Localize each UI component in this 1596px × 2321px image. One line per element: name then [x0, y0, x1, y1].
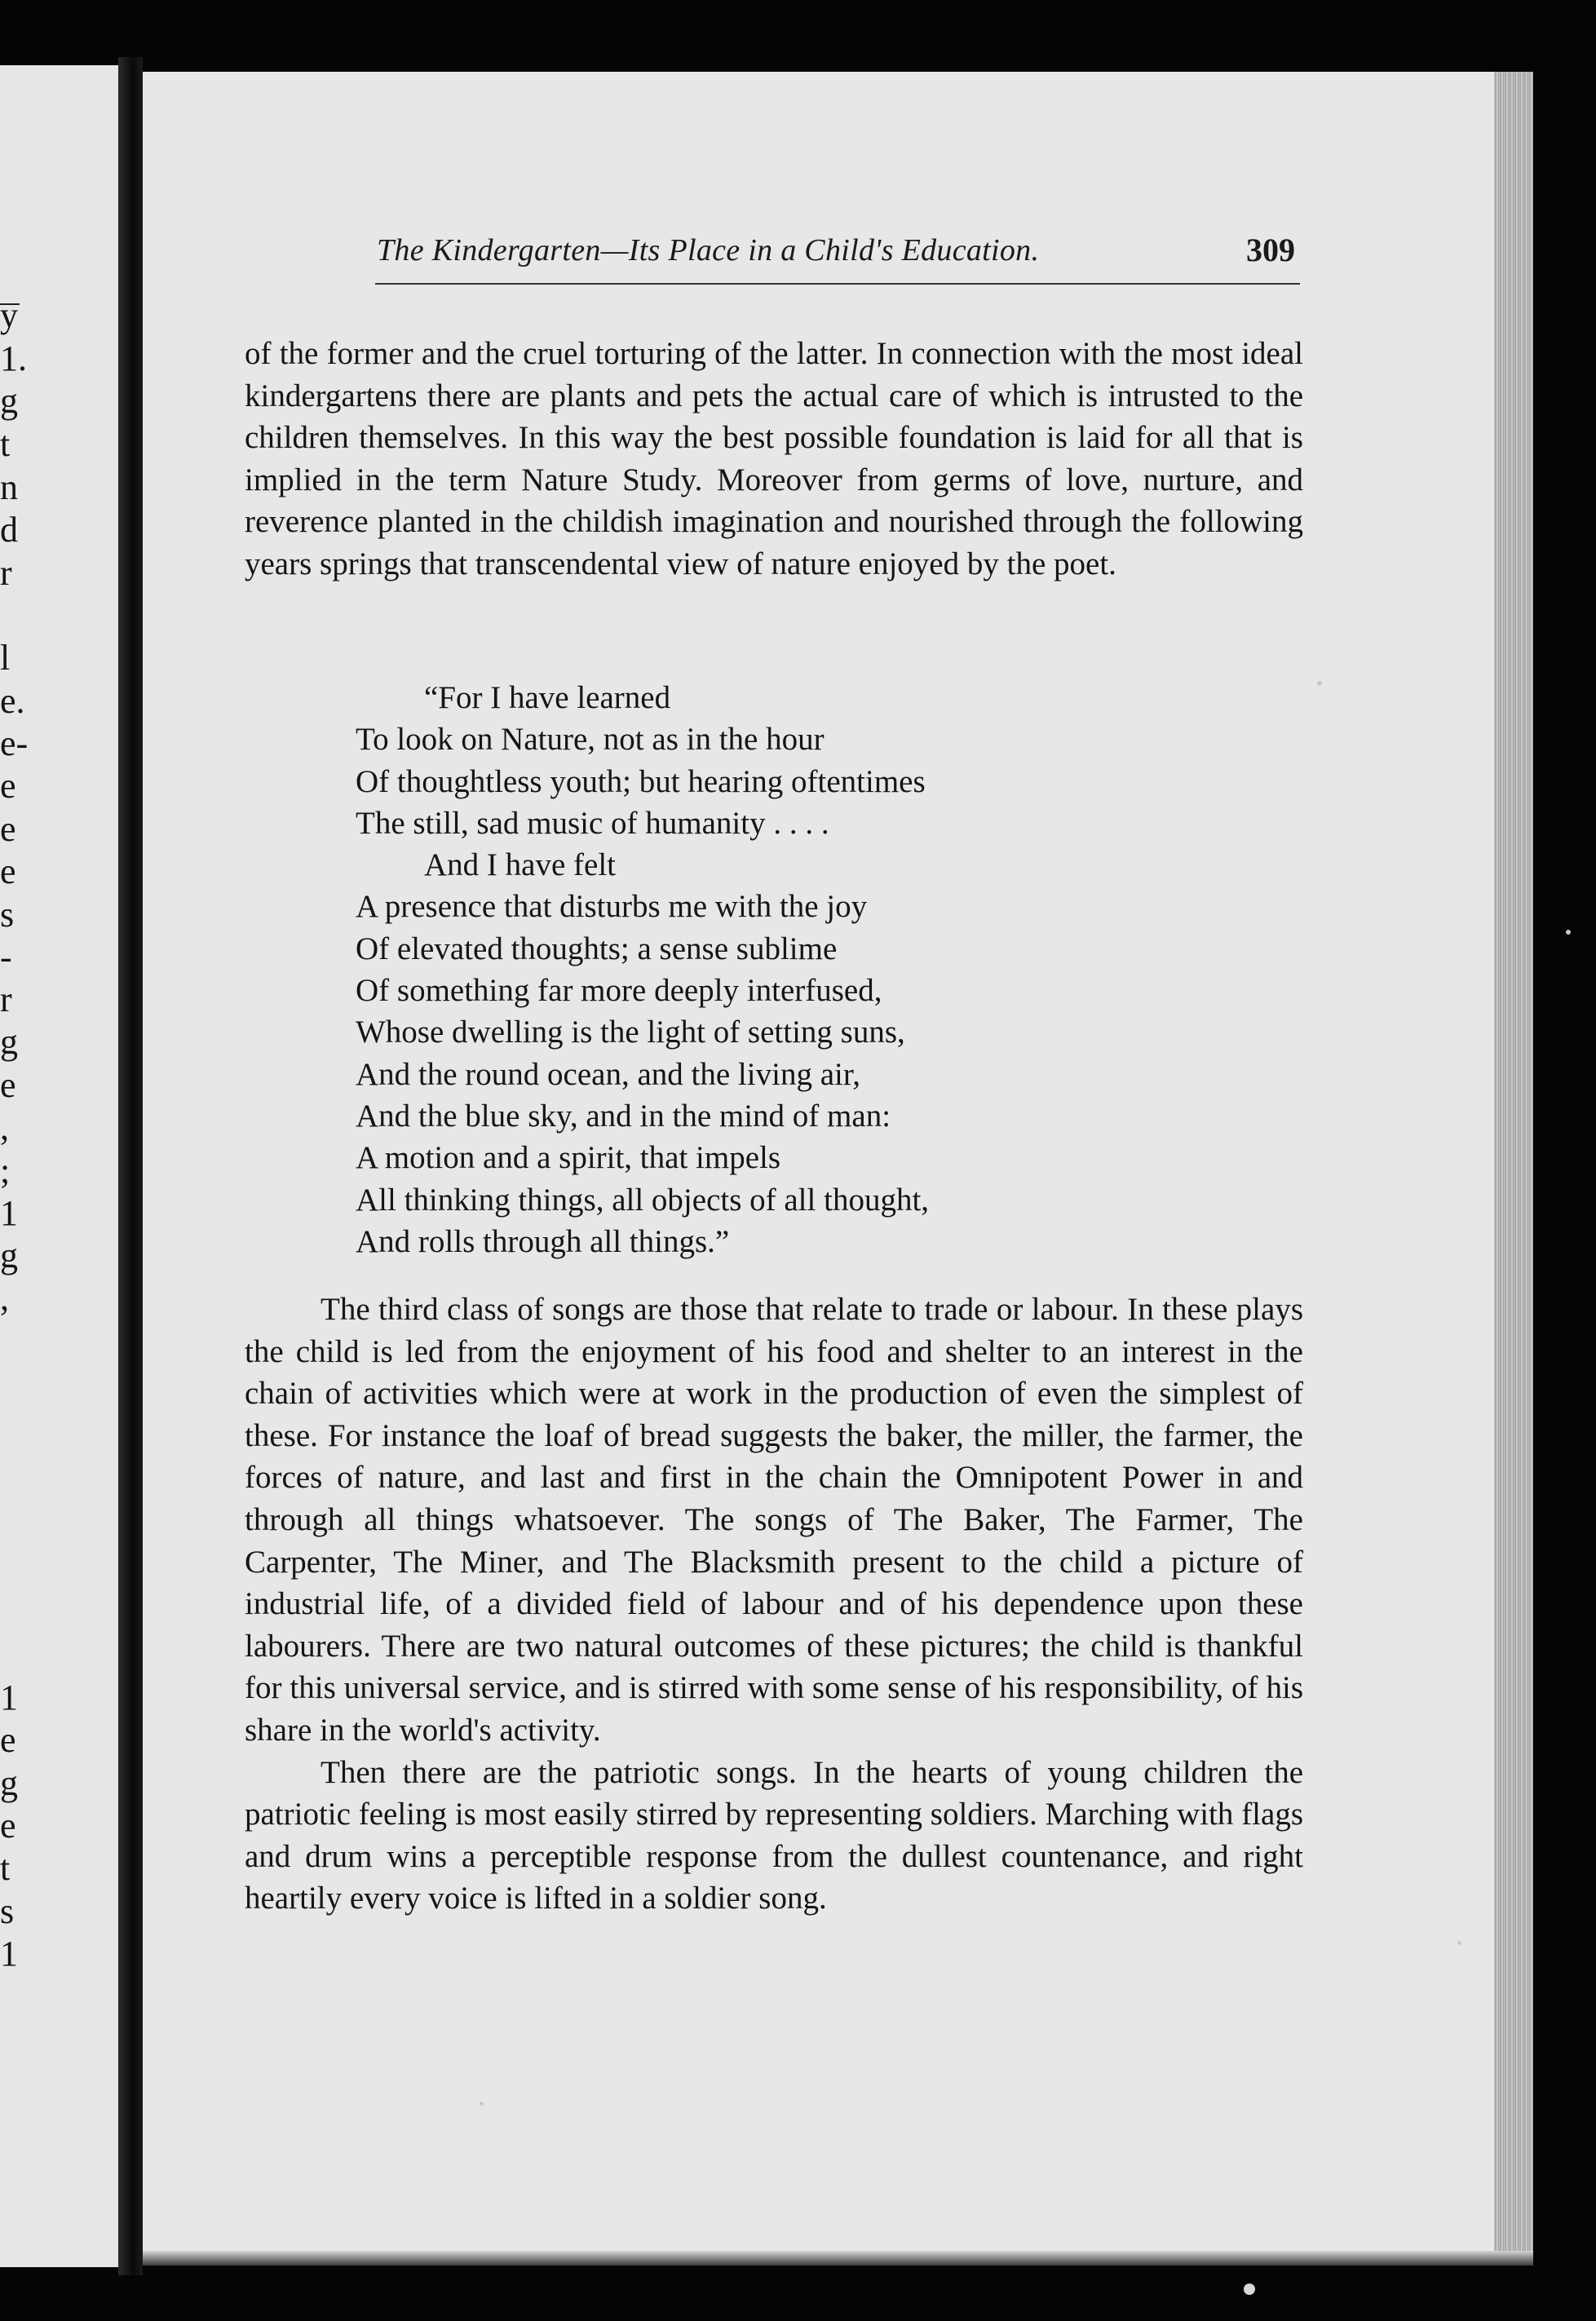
left-page-fragment: e: [0, 766, 16, 806]
poem-line: To look on Nature, not as in the hour: [356, 722, 825, 758]
left-page-fragment: y: [0, 295, 18, 335]
poem-line: Of elevated thoughts; a sense sublime: [356, 931, 838, 966]
scan-speck: [1244, 2283, 1255, 2295]
left-page-fragment: d: [0, 510, 18, 550]
left-page-fragment: g: [0, 381, 18, 421]
left-page-fragment: r: [0, 979, 12, 1019]
poem-line: And the round ocean, and the living air,: [356, 1056, 861, 1092]
page-bottom-shadow: [143, 2251, 1533, 2266]
left-page-fragment: e: [0, 1065, 16, 1105]
left-page-fragment: 1.: [0, 338, 27, 378]
left-page-fragment: e.: [0, 681, 25, 721]
left-page-fragment: n: [0, 467, 18, 507]
page-number: 309: [1246, 232, 1295, 268]
left-page-fragment: g: [0, 1236, 18, 1275]
left-page-fragment: s: [0, 895, 15, 935]
left-page-fragment: 1: [0, 1193, 18, 1233]
scan-speck: [480, 2102, 484, 2106]
body-text-lower: [245, 1289, 1303, 1920]
left-page-fragment: l: [0, 638, 11, 678]
paragraph: The third class of songs are those that relate to trade or labour. In these plays the child is led from the enjoyment of his food and shelter to an interest in the chain of activities which were at work in the production of even the simplest of these. For instance the loaf of bread suggests the baker, the miller, the farmer, the forces of nature, and last and first in the chain the Omnipotent Power in and through all things whatsoever. The songs of The Baker, The Farmer, The Carpenter, The Miner, and The Blacksmith present to the child a picture of industrial life, of a divided field of labour and of his dependence upon these labourers. There are two natural outcomes of these pictures; the child is thankful for this universal service, and is stirred with some sense of his responsibility, of his share in the world's activity.: [245, 1292, 1303, 1748]
paragraph: Then there are the patriotic songs. In the hearts of young children the patriotic feeling is most easily stirred by representing soldiers. Marching with flags and drum wins a perceptible response from the dullest countenance, and right heartily every voice is lifted in a soldier song.: [245, 1754, 1303, 1916]
running-head: The Kindergarten—Its Place in a Child's Education.: [377, 233, 1040, 267]
page-edge-stack: [1494, 72, 1533, 2266]
poem-line: “For I have learned: [424, 680, 671, 715]
left-page-fragment: t: [0, 424, 11, 464]
poem-line: And I have felt: [424, 847, 616, 883]
poem-line: Of thoughtless youth; but hearing oftentimes: [356, 763, 926, 799]
poem-line: Whose dwelling is the light of setting suns,: [356, 1015, 905, 1050]
left-page-fragment: 1: [0, 1678, 18, 1718]
left-page-fragment: ;: [0, 1151, 11, 1191]
poem-line: And rolls through all things.”: [356, 1223, 730, 1259]
poem-line: A motion and a spirit, that impels: [356, 1140, 781, 1176]
left-page-fragment: g: [0, 1022, 18, 1062]
left-page-fragment: e: [0, 851, 16, 891]
left-page-fragment: e: [0, 809, 16, 849]
header-rule: [375, 283, 1300, 285]
book-gutter: [118, 57, 143, 2275]
poem-line: And the blue sky, and in the mind of man:: [356, 1098, 891, 1134]
body-text-upper: [245, 333, 1303, 586]
left-page-fragment: -: [0, 937, 12, 977]
paragraph: of the former and the cruel torturing of the latter. In connection with the most ideal kindergartens there are plants and pets the actual care of which is intrusted to the children themselves. In this way the best possible foundation is laid for all that is implied in the term Nature Study. Moreover from germs of love, nurture, and reverence planted in the childish imagination and nourished through the following years springs that transcendental view of nature enjoyed by the poet.: [245, 336, 1303, 581]
left-page-fragment: e-: [0, 723, 29, 763]
left-page-fragment: e: [0, 1720, 16, 1760]
left-page-fragment: 1: [0, 1934, 18, 1974]
left-page-edge: [0, 65, 118, 2267]
left-page-fragment: s: [0, 1891, 15, 1931]
left-page-fragment: g: [0, 1763, 18, 1803]
poem-line: The still, sad music of humanity . . . .: [356, 805, 829, 841]
scan-speck: [1566, 930, 1571, 935]
left-page-fragment: r: [0, 553, 12, 593]
left-page-fragment: ,: [0, 1107, 9, 1147]
poem-line: Of something far more deeply interfused,: [356, 973, 882, 1009]
poem-line: All thinking things, all objects of all thought,: [356, 1182, 930, 1218]
poem-line: A presence that disturbs me with the joy: [356, 889, 868, 925]
poem-quotation: [356, 677, 929, 1262]
left-page-fragment: e: [0, 1806, 16, 1846]
left-page-fragment: t: [0, 1848, 11, 1888]
scan-speck: [1457, 1941, 1461, 1945]
left-page-fragment: ,: [0, 1278, 9, 1318]
scan-speck: [1317, 681, 1322, 686]
